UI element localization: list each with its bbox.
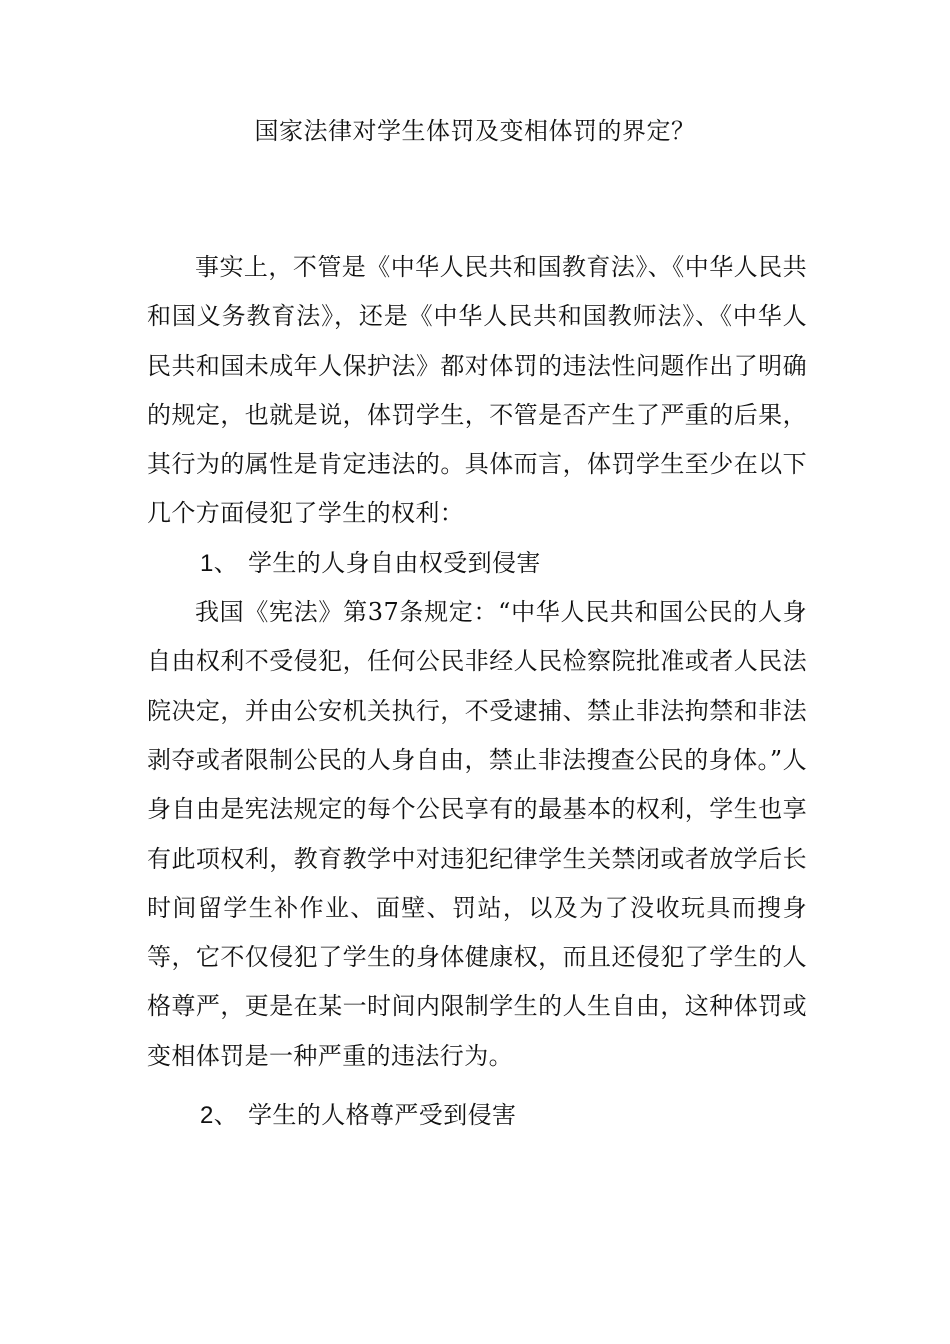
document-body — [147, 243, 807, 1140]
intro-paragraph: 事实上，不管是《中华人民共和国教育法》、《中华人民共和国义务教育法》，还是《中华人民共和国教师法》、《中华人民共和国未成年人保护法》都对体罚的违法性问题作出了明确的规定，也就是说，体罚学生，不管是否产生了严重的后果，其行为的属性是肯定违法的。具体而言，体罚学生至少在以下几个方面侵犯了学生的权利： — [147, 253, 807, 528]
section-heading-1 — [147, 539, 807, 588]
section-number: 1、 — [200, 549, 239, 577]
section-heading-text: 学生的人身自由权受到侵害 — [248, 548, 541, 577]
section-1-paragraph: 我国《宪法》第37条规定：“中华人民共和国公民的人身自由权利不受侵犯，任何公民非经人民检察院批准或者人民法院决定，并由公安机关执行，不受逮捕、禁止非法拘禁和非法剥夺或者限制公民的人身自由，禁止非法搜查公民的身体。”人身自由是宪法规定的每个公民享有的最基本的权利，学生也享有此项权利，教育教学中对违犯纪律学生关禁闭或者放学后长时间留学生补作业、面壁、罚站，以及为了没收玩具而搜身等，它不仅侵犯了学生的身体健康权，而且还侵犯了学生的人格尊严，更是在某一时间内限制学生的人生自由，这种体罚或变相体罚是一种严重的违法行为。 — [147, 598, 807, 1070]
section-number: 2、 — [200, 1102, 239, 1130]
document-title: 国家法律对学生体罚及变相体罚的界定？ — [254, 117, 696, 145]
section-heading-2 — [147, 1091, 807, 1140]
section-heading-text: 学生的人格尊严受到侵害 — [248, 1101, 517, 1130]
